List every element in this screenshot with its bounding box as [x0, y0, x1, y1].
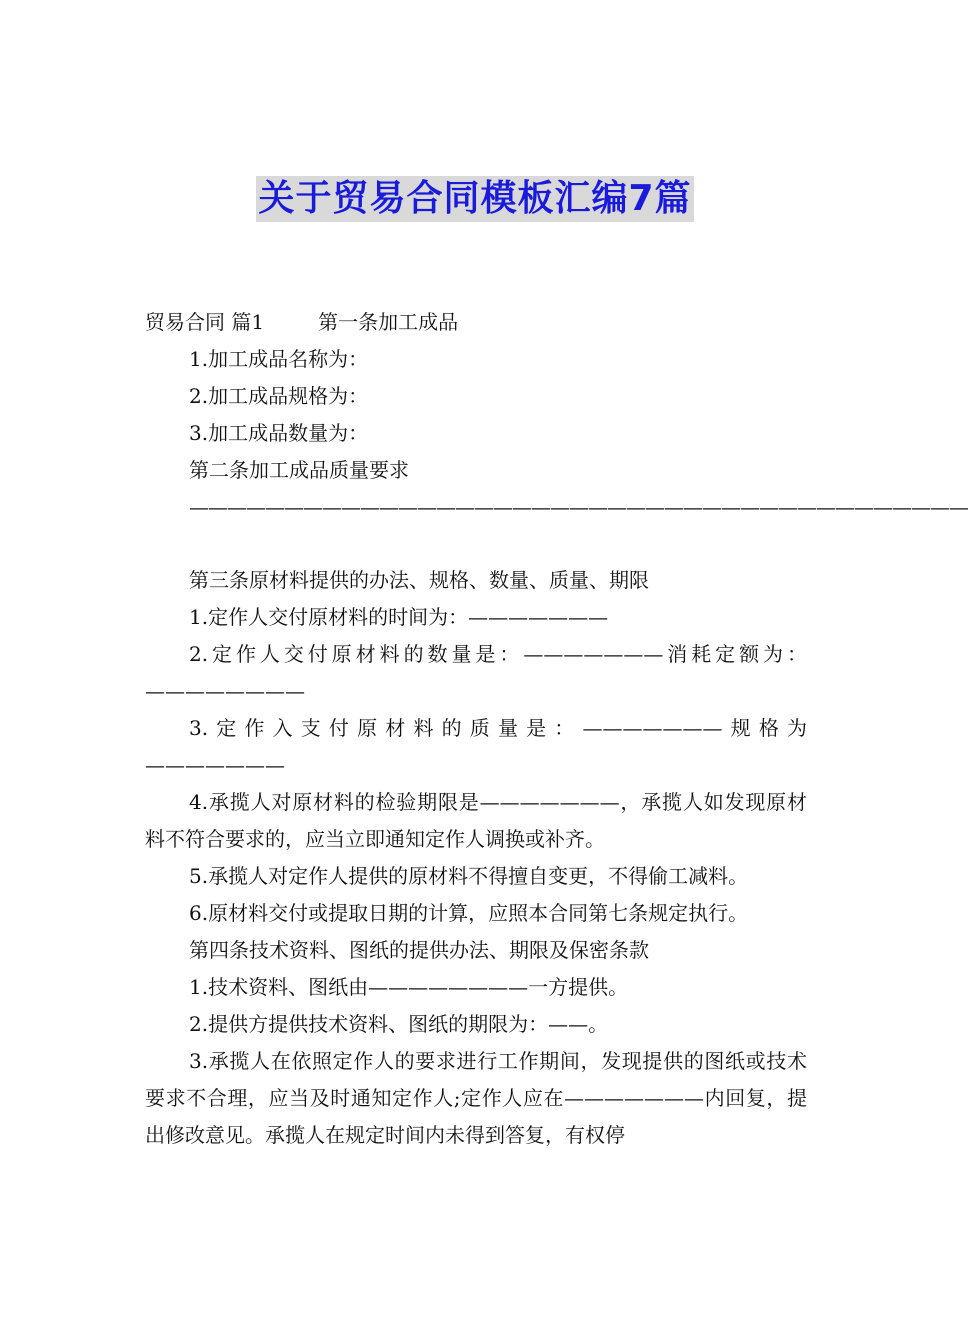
article-heading: 第二条加工成品质量要求: [189, 458, 409, 482]
article-one-heading: 第一条加工成品: [318, 310, 459, 334]
article-heading: 第四条技术资料、图纸的提供办法、期限及保密条款: [189, 938, 649, 962]
first-line: [145, 304, 807, 341]
paragraph: 1.加工成品名称为：: [189, 347, 369, 371]
paragraph: 2.加工成品规格为：: [189, 384, 369, 408]
paragraph: 3.定作入支付原材料的质量是：———————规格为———————: [145, 716, 807, 777]
paragraph: 3.加工成品数量为：: [189, 421, 369, 445]
paragraph: 4.承揽人对原材料的检验期限是———————，承揽人如发现原材料不符合要求的，应当立即通知定作人调换或补齐。: [145, 790, 807, 851]
blank-fill-line: —————————————————————————————————————————: [189, 495, 968, 519]
paragraph: 6.原材料交付或提取日期的计算，应照本合同第七条规定执行。: [189, 901, 749, 925]
title-area: [0, 176, 950, 222]
paragraph: 1.定作人交付原材料的时间为：———————: [189, 605, 609, 629]
paragraph: 5.承揽人对定作人提供的原材料不得擅自变更，不得偷工减料。: [189, 864, 749, 888]
paragraph: 3.承揽人在依照定作人的要求进行工作期间，发现提供的图纸或技术要求不合理，应当及时通知定作人;定作人应在———————内回复，提出修改意见。承揽人在规定时间内未得到答复，有权停: [145, 1049, 807, 1147]
contract-section-label: 贸易合同 篇1: [145, 310, 265, 334]
paragraph: 1.技术资料、图纸由————————一方提供。: [189, 975, 629, 999]
paragraph: 2.提供方提供技术资料、图纸的期限为：——。: [189, 1012, 609, 1036]
article-heading: 第三条原材料提供的办法、规格、数量、质量、期限: [189, 568, 649, 592]
paragraph: 2.定作人交付原材料的数量是：———————消耗定额为：————————: [145, 642, 807, 703]
document-title: 关于贸易合同模板汇编7篇: [256, 176, 693, 222]
document-body: [145, 304, 968, 1154]
